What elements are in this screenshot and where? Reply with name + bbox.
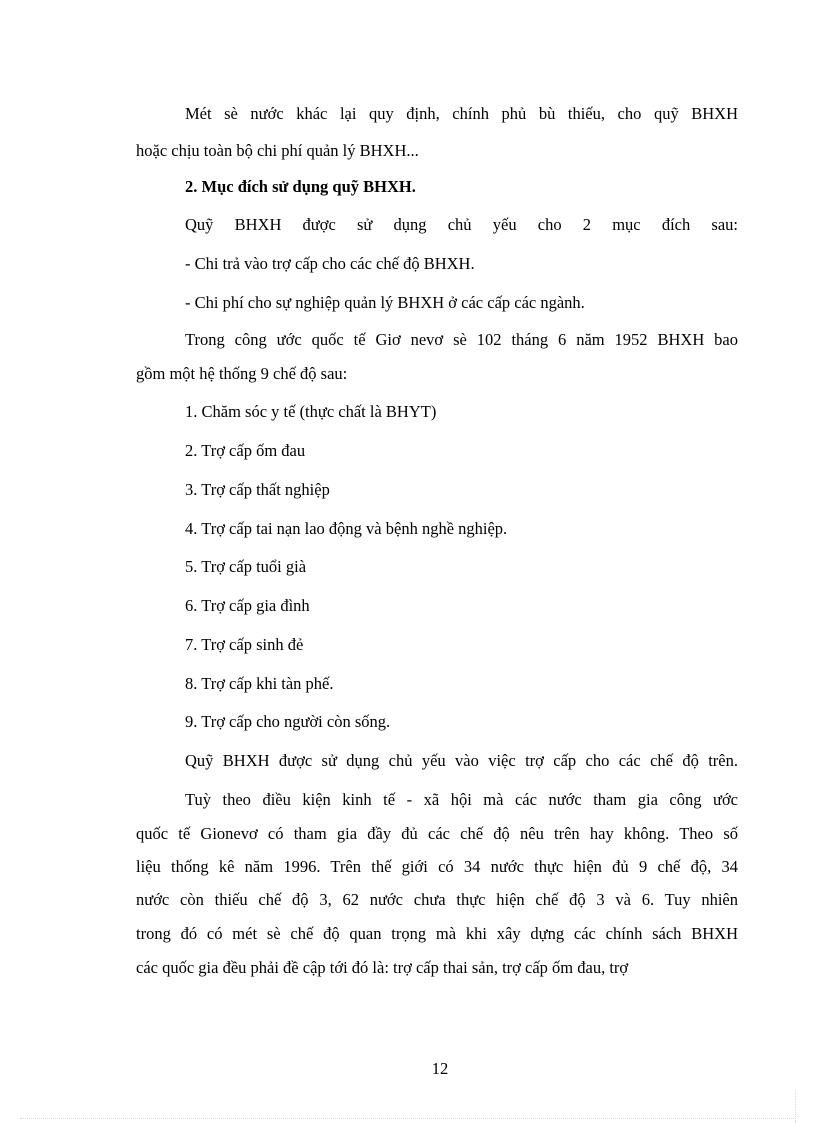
paragraph-line: Trong công ước quốc tế Giơ nevơ sè 102 tháng 6 năm 1952 BHXH bao (185, 330, 738, 349)
paragraph-line: gồm một hệ thống 9 chế độ sau: (136, 364, 348, 383)
page-number: 12 (431, 1059, 449, 1078)
paragraph-line: Tuỳ theo điều kiện kinh tế - xã hội mà các nước tham gia công ước (185, 790, 738, 809)
paragraph-line: liệu thống kê năm 1996. Trên thế giới có 34 nước thực hiện đủ 9 chế độ, 34 (136, 857, 738, 876)
paragraph-line: trong đó có mét sè chế độ quan trọng mà khi xây dựng các chính sách BHXH (136, 924, 738, 943)
list-item: 1. Chăm sóc y tế (thực chất là BHYT) (185, 402, 437, 421)
list-item: 4. Trợ cấp tai nạn lao động và bệnh nghề nghiệp. (185, 519, 508, 538)
page-corner-rule (795, 1090, 796, 1123)
list-item: 9. Trợ cấp cho người còn sống. (185, 712, 391, 731)
section-heading: 2. Mục đích sử dụng quỹ BHXH. (185, 177, 416, 196)
paragraph-line: Mét sè nước khác lại quy định, chính phủ bù thiếu, cho quỹ BHXH (185, 104, 738, 123)
paragraph-line: nước còn thiếu chế độ 3, 62 nước chưa thực hiện chế độ 3 và 6. Tuy nhiên (136, 890, 738, 909)
list-item: 5. Trợ cấp tuổi già (185, 557, 307, 576)
list-item: - Chi trả vào trợ cấp cho các chế độ BHXH. (185, 254, 475, 273)
list-item: 8. Trợ cấp khi tàn phế. (185, 674, 334, 693)
paragraph-line: Quỹ BHXH được sử dụng chủ yếu cho 2 mục đích sau: (185, 215, 738, 234)
paragraph-line: hoặc chịu toàn bộ chi phí quản lý BHXH... (136, 141, 419, 160)
paragraph-line: các quốc gia đều phải đề cập tới đó là: trợ cấp thai sản, trợ cấp ốm đau, trợ (136, 958, 629, 977)
list-item: 6. Trợ cấp gia đình (185, 596, 310, 615)
list-item: - Chi phí cho sự nghiệp quản lý BHXH ở các cấp các ngành. (185, 293, 585, 312)
list-item: 2. Trợ cấp ốm đau (185, 441, 306, 460)
list-item: 7. Trợ cấp sinh đẻ (185, 635, 304, 654)
page-bottom-border (20, 1118, 796, 1119)
paragraph-line: quốc tế Gionevơ có tham gia đầy đủ các chế độ nêu trên hay không. Theo số (136, 824, 738, 843)
list-item: 3. Trợ cấp thất nghiệp (185, 480, 330, 499)
paragraph-line: Quỹ BHXH được sử dụng chủ yếu vào việc trợ cấp cho các chế độ trên. (185, 751, 738, 770)
